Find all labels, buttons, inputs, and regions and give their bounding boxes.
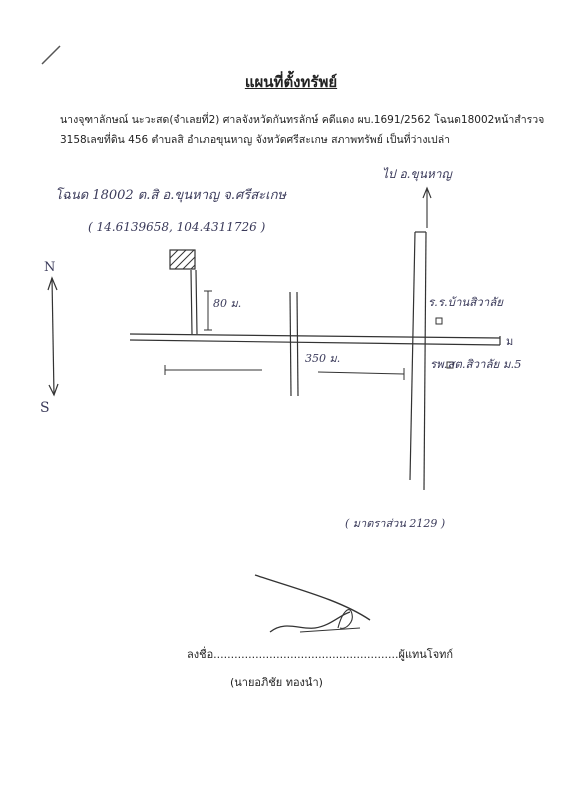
distance-350-label: 350 ม. (305, 352, 341, 365)
to-town-arrow (423, 188, 431, 228)
vertical-road (410, 232, 426, 490)
health-center-label: รพ.สต.สิวาลัย ม.5 (430, 357, 522, 371)
north-arrow (48, 278, 58, 395)
deed-note: โฉนด 18002 ต.สิ อ.ขุนหาญ จ.ศรีสะเกษ (55, 188, 287, 203)
document-title: แผนที่ตั้งทรัพย์ (244, 73, 338, 91)
signature-image (255, 575, 370, 632)
cross-road (290, 292, 298, 396)
east-marker-label: ม (506, 335, 514, 348)
property-parcel (170, 250, 195, 269)
signer-name: (นายอภิชัย ทองนำ) (230, 676, 323, 689)
case-details-line-2: 3158เลขที่ดิน 456 ตำบลสิ อำเภอขุนหาญ จังหวัดศรีสะเกษ สภาพทรัพย์ เป็นที่ว่างเปล่า (60, 134, 451, 146)
dimension-80m (204, 291, 212, 330)
scale-note: ( มาตราส่วน 2129 ) (345, 517, 446, 530)
distance-80-label: 80 ม. (213, 297, 242, 310)
school-label: ร.ร.บ้านสิวาลัย (428, 295, 504, 309)
access-path (191, 270, 197, 334)
south-label: S (40, 400, 50, 416)
dimension-350m (165, 365, 404, 380)
to-town-label: ไป อ.ขุนหาญ (382, 167, 452, 181)
case-details-line-1: นางจุฑาลักษณ์ นะวะสด(จำเลยที่2) ศาลจังหวัดกันทรลักษ์ คดีแดง ผบ.1691/2562 โฉนด18002หน้าสำรวจ (60, 114, 545, 126)
coordinates: ( 14.6139658, 104.4311726 ) (88, 220, 266, 234)
school-marker (436, 318, 442, 324)
signature-line: ลงชื่อ.....................................................ผู้แทนโจทก์ (187, 648, 454, 661)
stray-mark (42, 46, 60, 64)
main-road (130, 334, 500, 345)
north-label: N (44, 260, 56, 275)
